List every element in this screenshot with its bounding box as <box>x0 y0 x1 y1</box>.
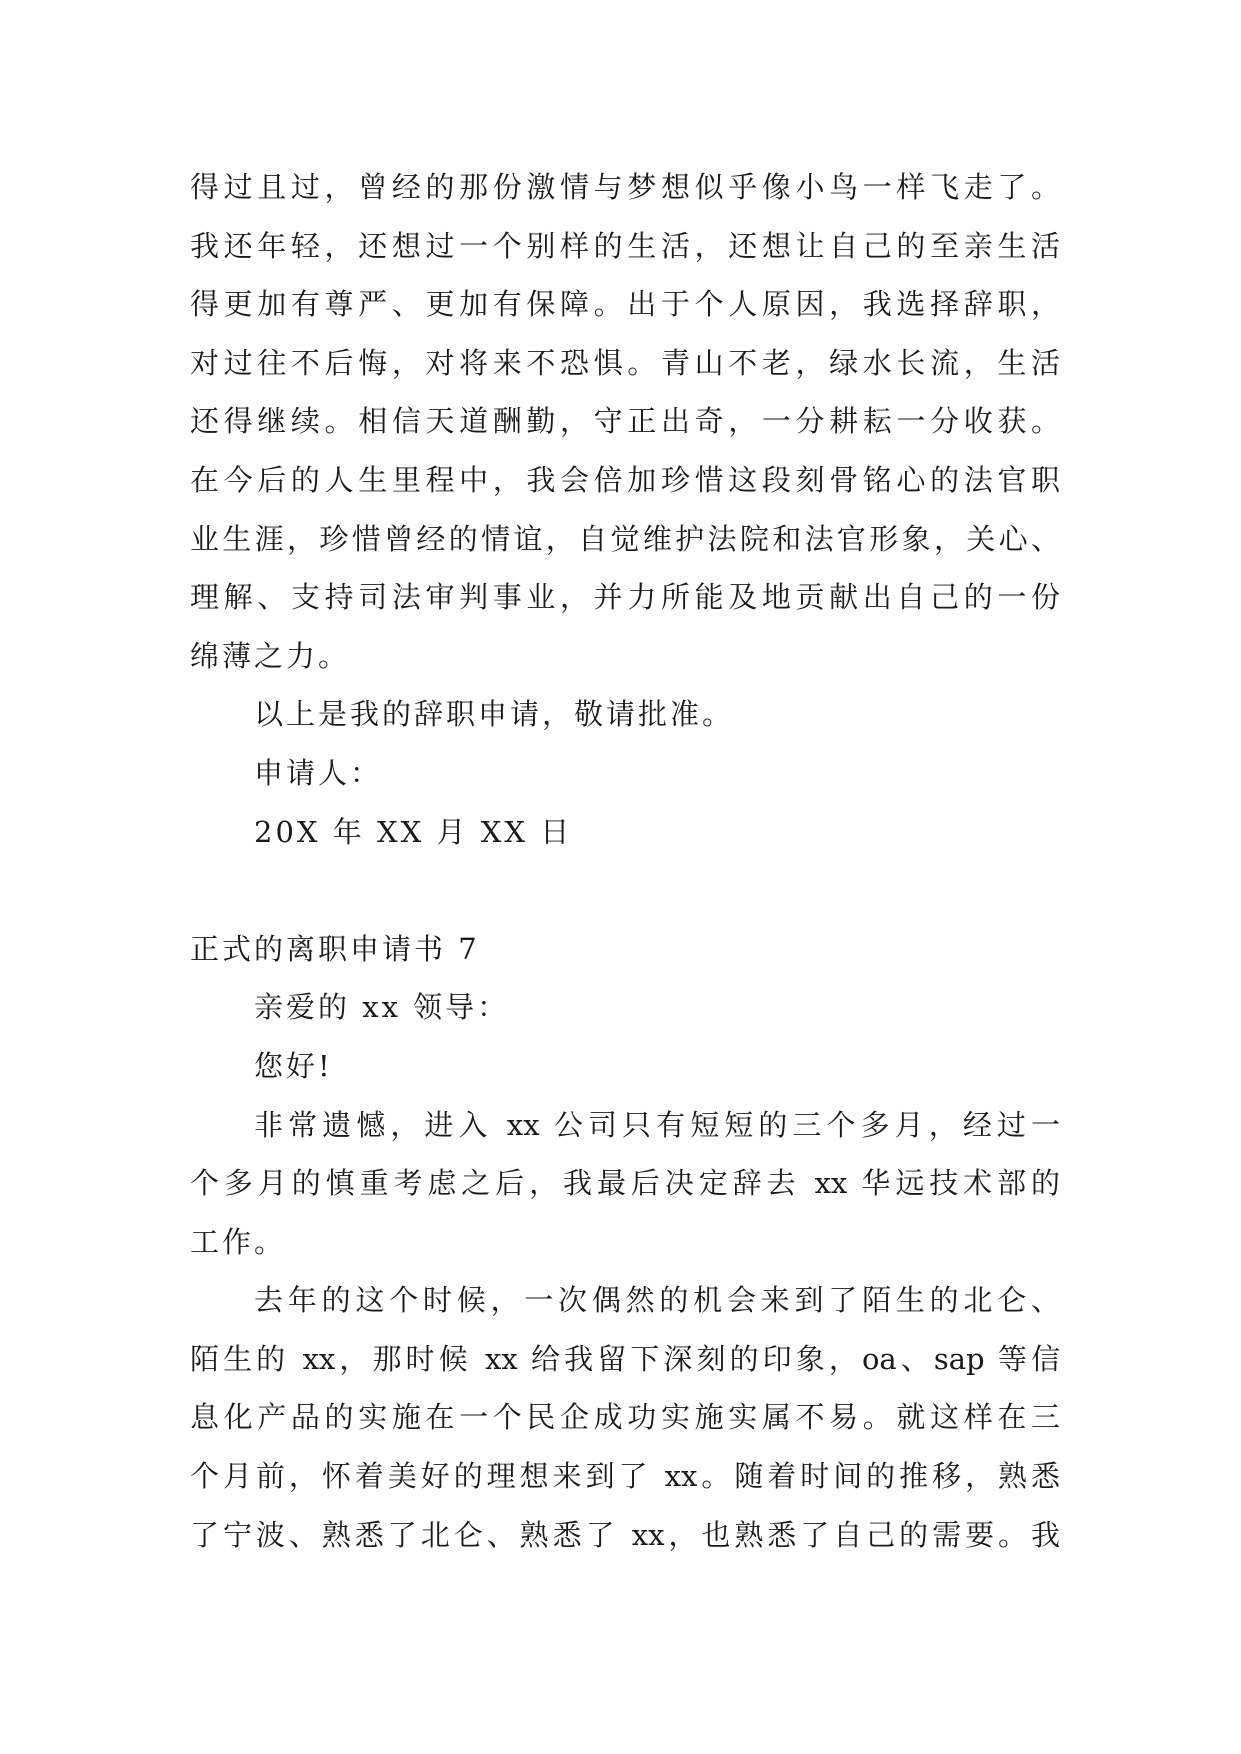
document-body <box>190 158 1060 1564</box>
paragraph-line: 去年的这个时候，一次偶然的机会来到了陌生的北仑、 <box>254 1283 1060 1318</box>
paragraph-line: 工作。 <box>190 1224 287 1259</box>
paragraph-line: 个多月的慎重考虑之后，我最后决定辞去 xx 华远技术部的 <box>190 1166 1060 1201</box>
closing-request: 以上是我的辞职申请，敬请批准。 <box>254 697 735 732</box>
paragraph-line: 息化产品的实施在一个民企成功实施实属不易。就这样在三 <box>190 1400 1060 1435</box>
paragraph-line: 个月前，怀着美好的理想来到了 xx。随着时间的推移，熟悉 <box>190 1459 1060 1494</box>
paragraph-line: 在今后的人生里程中，我会倍加珍惜这段刻骨铭心的法官职 <box>190 462 1060 497</box>
paragraph-line: 得更加有尊严、更加有保障。出于个人原因，我选择辞职， <box>190 287 1060 322</box>
paragraph-line: 了宁波、熟悉了北仑、熟悉了 xx，也熟悉了自己的需要。我 <box>190 1517 1060 1552</box>
paragraph-line: 非常遗憾，进入 xx 公司只有短短的三个多月，经过一 <box>254 1107 1060 1142</box>
section-title: 正式的离职申请书 7 <box>190 931 480 966</box>
blank-line <box>190 861 1060 920</box>
paragraph-line: 陌生的 xx，那时候 xx 给我留下深刻的印象，oa、sap 等信 <box>190 1341 1060 1376</box>
greeting: 您好! <box>254 1048 333 1083</box>
salutation: 亲爱的 xx 领导： <box>254 990 510 1025</box>
paragraph-line: 对过往不后悔，对将来不恐惧。青山不老，绿水长流，生活 <box>190 345 1060 380</box>
date-line: 20X 年 XX 月 XX 日 <box>254 814 573 849</box>
paragraph-line: 绵薄之力。 <box>190 638 351 673</box>
paragraph-line: 还得继续。相信天道酬勤，守正出奇，一分耕耘一分收获。 <box>190 404 1060 439</box>
paragraph-line: 业生涯，珍惜曾经的情谊，自觉维护法院和法官形象，关心、 <box>190 521 1060 556</box>
paragraph-line: 理解、支持司法审判事业，并力所能及地贡献出自己的一份 <box>190 580 1060 615</box>
paragraph-line: 我还年轻，还想过一个别样的生活，还想让自己的至亲生活 <box>190 228 1060 263</box>
paragraph-line: 得过且过，曾经的那份激情与梦想似乎像小鸟一样飞走了。 <box>190 170 1060 204</box>
applicant-label: 申请人： <box>254 755 383 790</box>
